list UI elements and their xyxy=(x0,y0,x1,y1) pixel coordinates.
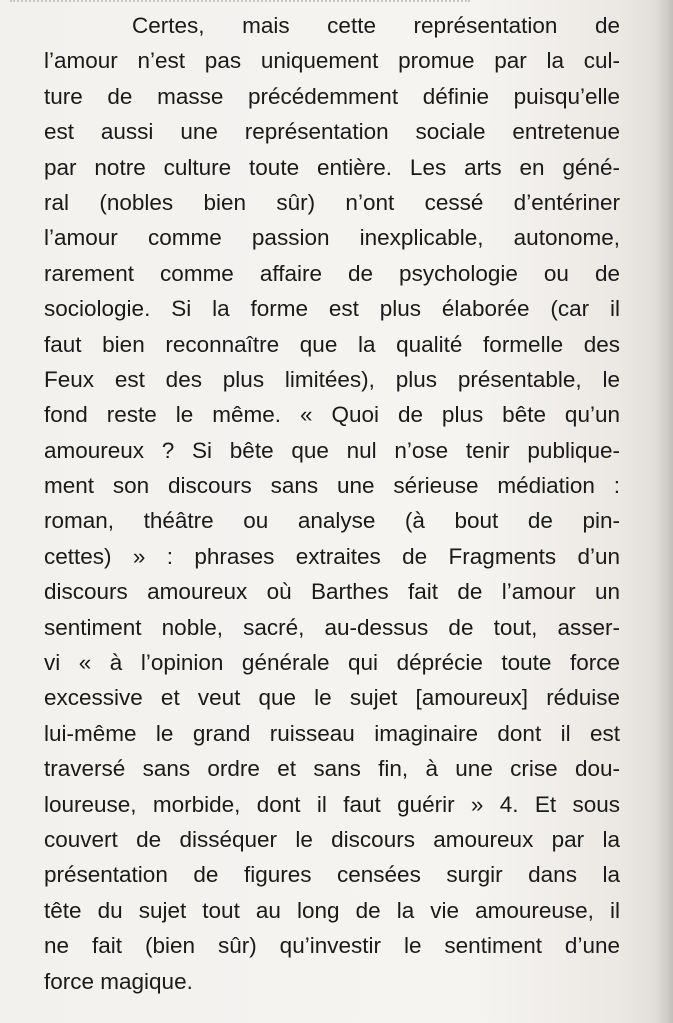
text-line: excessive et veut que le sujet [amoureux] réduise xyxy=(44,685,620,711)
text-line: tête du sujet tout au long de la vie amoureuse, il xyxy=(44,897,620,923)
text-line: faut bien reconnaître que la qualité formelle des xyxy=(44,331,620,357)
text-line: lui-même le grand ruisseau imaginaire dont il est xyxy=(44,720,620,746)
text-line: vi « à l’opinion générale qui déprécie toute force xyxy=(44,650,620,676)
text-line: couvert de disséquer le discours amoureux par la xyxy=(44,826,620,852)
page-gutter-shadow xyxy=(655,0,673,1023)
text-line: l’amour n’est pas uniquement promue par la cul- xyxy=(44,48,620,74)
text-line: ne fait (bien sûr) qu’investir le sentiment d’une xyxy=(44,933,620,959)
text-line: force magique. xyxy=(44,968,193,994)
text-line: loureuse, morbide, dont il faut guérir » 4. Et sous xyxy=(44,791,620,817)
text-line: est aussi une représentation sociale entretenue xyxy=(44,119,620,145)
text-line: ment son discours sans une sérieuse médiation : xyxy=(44,473,620,499)
text-line: sentiment noble, sacré, au-dessus de tout, asser- xyxy=(44,614,620,640)
body-paragraph xyxy=(44,8,620,999)
text-line: par notre culture toute entière. Les arts en géné- xyxy=(44,154,620,180)
text-line: l’amour comme passion inexplicable, autonome, xyxy=(44,225,620,251)
text-line: ral (nobles bien sûr) n’ont cessé d’entériner xyxy=(44,189,620,215)
text-line: discours amoureux où Barthes fait de l’amour un xyxy=(44,579,620,605)
text-line: traversé sans ordre et sans fin, à une crise dou- xyxy=(44,756,620,782)
text-line: amoureux ? Si bête que nul n’ose tenir publique- xyxy=(44,437,620,463)
text-line: fond reste le même. « Quoi de plus bête qu’un xyxy=(44,402,620,428)
text-line: roman, théâtre ou analyse (à bout de pin- xyxy=(44,508,620,534)
text-line: ture de masse précédemment définie puisqu’elle xyxy=(44,83,620,109)
text-line: rarement comme affaire de psychologie ou de xyxy=(44,260,620,286)
text-line: Feux est des plus limitées), plus présentable, le xyxy=(44,366,620,392)
cut-off-previous-line xyxy=(10,0,470,5)
text-line: présentation de figures censées surgir dans la xyxy=(44,862,620,888)
text-line: cettes) » : phrases extraites de Fragments d’un xyxy=(44,543,620,569)
text-line: sociologie. Si la forme est plus élaborée (car il xyxy=(44,296,620,322)
text-line: Certes, mais cette représentation de xyxy=(132,13,620,38)
